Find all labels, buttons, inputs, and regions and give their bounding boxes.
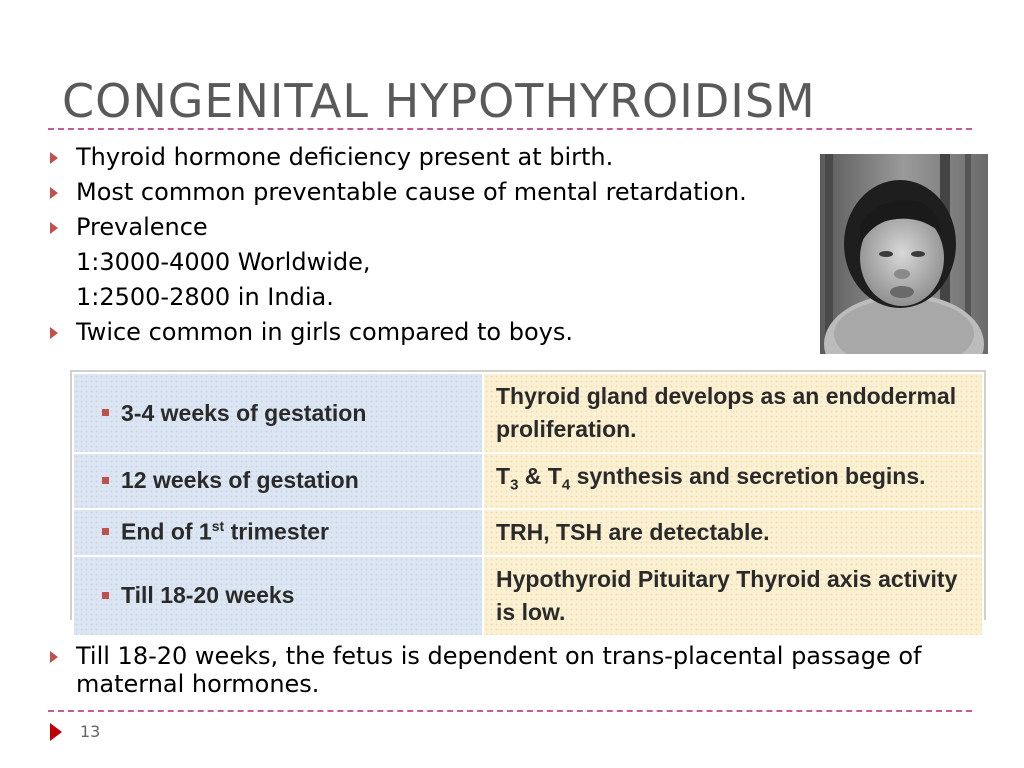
bullet-list — [40, 140, 820, 350]
development-table — [70, 370, 986, 625]
table-row — [73, 373, 983, 453]
bullet-arrow-icon — [50, 327, 58, 339]
page-number: 13 — [80, 722, 101, 741]
prevalence-india: 1:2500-2800 in India. — [76, 283, 334, 311]
bullet-item — [40, 642, 940, 698]
stage-cell: 12 weeks of gestation — [73, 453, 483, 509]
footer-divider — [48, 710, 972, 712]
stage-cell: 3-4 weeks of gestation — [73, 373, 483, 453]
child-photo-image — [820, 154, 988, 354]
square-bullet-icon — [102, 528, 109, 535]
slide-title: CONGENITAL HYPOTHYROIDISM — [62, 74, 816, 128]
child-photo — [820, 154, 988, 354]
bullet-item — [40, 210, 820, 245]
bullet-text: Twice common in girls compared to boys. — [76, 318, 573, 346]
event-cell: Hypothyroid Pituitary Thyroid axis activity is low. — [483, 556, 983, 636]
bullet-item — [40, 140, 820, 175]
stage-cell: End of 1st trimester — [73, 509, 483, 556]
bullet-text: Most common preventable cause of mental retardation. — [76, 178, 747, 206]
table-row — [73, 556, 983, 636]
event-cell: $T_3$ & $T_4$ synthesis and secretion begins. — [483, 453, 983, 509]
bullet-item — [40, 315, 820, 350]
bullet-arrow-icon — [50, 187, 58, 199]
event-cell: Thyroid gland develops as an endodermal proliferation. — [483, 373, 983, 453]
title-divider — [48, 128, 972, 130]
square-bullet-icon — [102, 409, 109, 416]
prevalence-worldwide: 1:3000-4000 Worldwide, — [76, 248, 371, 276]
bullet-text: Prevalence — [76, 213, 208, 241]
bullet-item — [40, 175, 820, 210]
square-bullet-icon — [102, 477, 109, 484]
bullet-text: Thyroid hormone deficiency present at birth. — [76, 143, 614, 171]
bullet-arrow-icon — [50, 222, 58, 234]
bullet-arrow-icon — [50, 651, 58, 663]
bullet-text: Till 18-20 weeks, the fetus is dependent on trans-placental passage of maternal hormones. — [76, 642, 922, 698]
table-row — [73, 453, 983, 509]
page-arrow-icon — [50, 723, 62, 741]
square-bullet-icon — [102, 592, 109, 599]
table-row — [73, 509, 983, 556]
event-cell: TRH, TSH are detectable. — [483, 509, 983, 556]
stage-cell: Till 18-20 weeks — [73, 556, 483, 636]
bullet-arrow-icon — [50, 152, 58, 164]
